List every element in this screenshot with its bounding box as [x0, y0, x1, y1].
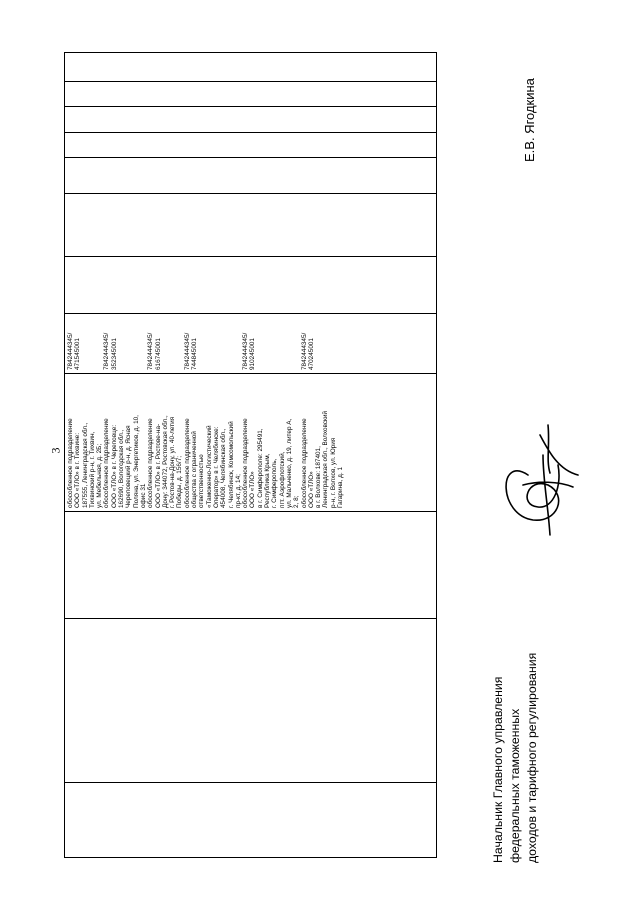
code-spacer [315, 315, 322, 370]
address-entry [67, 376, 103, 508]
signatory-title [490, 598, 546, 863]
code-spacer [322, 315, 329, 370]
address-line: пр-кт, д. 14; [234, 474, 242, 508]
address-line: ул. Мальченко, д. 19, литер А, [285, 418, 293, 508]
address-line: р-н, г. Волхов, ул. Юрия [329, 437, 337, 508]
code-spacer [286, 315, 293, 370]
code-spacer [169, 315, 176, 370]
code-entry [184, 315, 242, 370]
handwritten-signature [488, 415, 584, 545]
address-line: офис 31 [139, 483, 147, 508]
address-line: ул. Мебельная, д. 2Б; [96, 443, 104, 508]
address-line: 454008, Челябинская обл., [220, 428, 228, 508]
code-line: 7842444345/ [67, 332, 74, 370]
code-line: 7842444345/ [300, 332, 308, 370]
table-cell [65, 512, 437, 619]
address-line: Череповецкий р-н, д. Ясная [125, 425, 133, 508]
address-line: Оператор» в г. Челябинске: [212, 426, 220, 508]
table-cell [65, 619, 437, 783]
code-spacer [176, 315, 183, 370]
code-spacer [264, 315, 271, 370]
address-line: ООО «ТЛО» [307, 471, 315, 508]
signatory-title-line: доходов и тарифного регулирования [525, 652, 539, 863]
code-line: 470245001 [307, 338, 315, 370]
address-line: в г. Симферополе: 295491, [256, 428, 264, 508]
address-line: 2, 8; [293, 495, 301, 508]
code-line: 7842444345/ [242, 332, 250, 370]
table-row [65, 53, 437, 858]
address-line: Дону: 344072, Ростовская обл., [161, 415, 169, 508]
code-entry [103, 315, 147, 370]
address-line: обособленное подразделение [67, 418, 74, 508]
table-cell [65, 257, 437, 314]
code-spacer [89, 315, 96, 370]
address-line: Гагарина, д. 1 [336, 467, 344, 508]
address-entry [242, 376, 300, 508]
address-line: Победы, д. 156/7; [176, 455, 184, 508]
signatory-name [522, 52, 540, 162]
table-cell [65, 53, 437, 82]
code-entry [242, 315, 300, 370]
address-entry [147, 376, 183, 508]
signatory-title-line: Начальник Главного управления [491, 676, 505, 863]
table-cell [65, 194, 437, 257]
address-line: обособленное подразделение [242, 418, 250, 508]
code-spacer [213, 315, 220, 370]
code-spacer [293, 315, 300, 370]
code-spacer [162, 315, 169, 370]
code-line: 7842444345/ [103, 332, 111, 370]
code-line: 616745001 [154, 338, 162, 370]
table-cell [65, 783, 437, 858]
table-cell [65, 133, 437, 158]
address-line: «Таможенно-Логистический [205, 425, 213, 508]
address-line: г. Симферополь, [271, 458, 279, 508]
code-line: 471545001 [74, 338, 82, 370]
table-cell [65, 158, 437, 194]
page-number: 3 [48, 447, 63, 454]
code-list [65, 314, 344, 373]
table-cell [65, 107, 437, 133]
code-line: 7842444345/ [183, 332, 191, 370]
code-spacer [257, 315, 264, 370]
address-line: пгт. Аэрофлотский, [278, 451, 286, 508]
code-spacer [96, 315, 103, 370]
address-line: г. Челябинск, Комсомольский [227, 421, 235, 508]
table-cell [65, 82, 437, 107]
code-spacer [140, 315, 147, 370]
code-spacer [271, 315, 278, 370]
address-line: г. Ростов-на-Дону, ул. 40-летия [169, 416, 177, 508]
address-line: обособленное подразделение [147, 418, 155, 508]
address-line: ООО «ТЛО» в г. Тихвине: [74, 433, 82, 508]
address-line: обособленное подразделение [183, 418, 191, 508]
document-table [64, 52, 437, 858]
code-spacer [206, 315, 213, 370]
address-entry [184, 376, 242, 508]
code-spacer [228, 315, 235, 370]
code-spacer [330, 315, 337, 370]
code-spacer [337, 315, 344, 370]
code-spacer [82, 315, 89, 370]
code-spacer [118, 315, 125, 370]
address-line: Республика Крым, [264, 453, 272, 508]
address-line: Поляна, ул. Энергетиков, д. 10, [132, 415, 140, 508]
address-entry [301, 376, 345, 508]
code-cell [65, 314, 437, 374]
address-line: ООО «ТЛО» в г. Череповце: [110, 424, 118, 508]
address-line: ответственностью [198, 454, 206, 508]
code-entry [67, 315, 103, 370]
address-line: 162690, Вологодская обл., [118, 429, 126, 508]
code-spacer [125, 315, 132, 370]
code-entry [301, 315, 345, 370]
code-line: 744845001 [191, 338, 199, 370]
address-line: обособленное подразделение [103, 418, 111, 508]
code-spacer [279, 315, 286, 370]
address-line: обособленное подразделение [300, 418, 308, 508]
address-line: 187555, Ленинградская обл., [81, 422, 89, 508]
address-line: Ленинградская обл., Волховский [322, 411, 330, 508]
address-line: общества с ограниченной [191, 431, 199, 508]
code-spacer [133, 315, 140, 370]
signatory-name-text: Е.В. Ягодкина [522, 78, 537, 162]
code-spacer [235, 315, 242, 370]
address-line: Тихвинский р-н, г. Тихвин, [88, 431, 96, 508]
code-spacer [220, 315, 227, 370]
address-entry [103, 376, 147, 508]
address-cell [65, 374, 437, 512]
table-container [64, 53, 437, 858]
address-line: ООО «ТЛО» [249, 471, 257, 508]
code-entry [147, 315, 183, 370]
code-line: 910245001 [249, 338, 257, 370]
code-spacer [198, 315, 205, 370]
code-line: 7842444345/ [147, 332, 155, 370]
address-line: ООО «ТЛО» в г. Ростове-на- [154, 423, 162, 508]
address-line: в г. Волхове: 187401, [315, 446, 323, 508]
code-line: 352345001 [110, 338, 118, 370]
address-list [65, 374, 344, 511]
signatory-title-line: федеральных таможенных [508, 708, 522, 863]
